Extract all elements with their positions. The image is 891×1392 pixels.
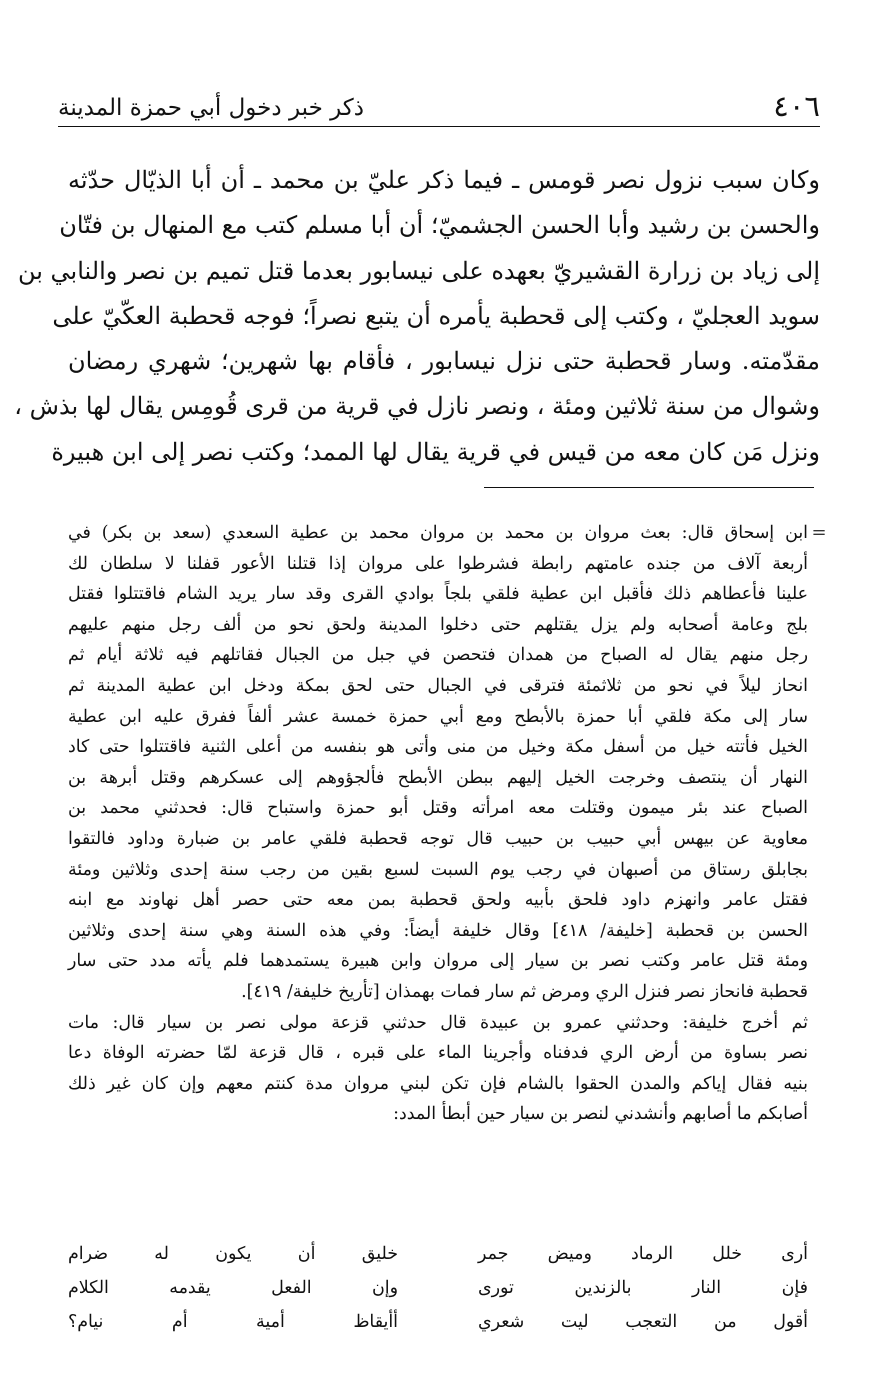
footnote-line: أصابكم ما أصابهم وأنشدني لنصر بن سيار حين أبطأ المدد: (393, 1104, 808, 1125)
verse-first-hemistich: أرى خلل الرماد وميض جمر (478, 1244, 808, 1264)
footnote-separator (484, 487, 814, 488)
verse-second-hemistich: خليق أن يكون له ضرام (68, 1244, 398, 1264)
main-line: ونزل مَن كان معه من قيس في قرية يقال لها الممد؛ وكتب نصر إلى ابن هبيرة (51, 437, 820, 466)
main-line: وكان سبب نزول نصر قومس ـ فيما ذكر عليّ بن محمد ـ أن أبا الذيّال حدّثه (68, 166, 820, 194)
page-number: ٤٠٦ (773, 89, 820, 123)
footnote-line: انحاز ليلاً في نحو من ثلاثمئة فترقى في الجبال حتى لحق بمكة ودخل ابن عطية المدينة ثم (68, 675, 808, 696)
main-text (14, 158, 820, 475)
footnote-line: ابن إسحاق قال: بعث مروان بن محمد بن مروان محمد بن عطية السعدي (سعد بن بكر) في (68, 523, 808, 543)
footnote-line: أربعة آلاف من جنده عامتهم رابطة فشرطوا على مروان إذا قتلنا الأعور قفلنا لا سلطان لك (68, 553, 808, 574)
poem-verse (68, 1306, 808, 1340)
footnote-line: بجابلق رستاق من أصبهان في رجب يوم السبت لسبع بقين من رجب سنة إحدى وثلاثين ومئة (68, 859, 808, 880)
main-line: إلى زياد بن زرارة القشيريّ بعهده على نيسابور بعدما قتل تميم بن نصر والنابي بن (17, 256, 820, 285)
footnote-line: رجل منهم يقال له الصباح من همدان فتحصن في جبل من الجبال فقاتلهم فيه ثلاثة أيام ثم (68, 645, 808, 666)
footnote-line: علينا فأعطاهم ذلك فأقبل ابن عطية فلقي بلجاً بوادي القرى وقد سار يريد الشام فاقتتلوا فقتل (68, 584, 808, 605)
verse-second-hemistich: أأيقاظ أمية أم نيام؟ (68, 1312, 398, 1332)
footnote-line: النهار أن ينتصف وخرجت الخيل إليهم ببطن الأبطح فألجؤوهم إلى عسكرهم وقتل أبرهة بن (68, 767, 808, 788)
poem-verse (68, 1272, 808, 1306)
footnote-line: سار إلى مكة فلقي أبا حمزة بالأبطح ومع أبي حمزة خمسة عشر ألفاً ففرق عليه ابن عطية (68, 706, 808, 727)
verse-second-hemistich: وإن الفعل يقدمه الكلام (68, 1278, 398, 1298)
page-header (58, 86, 820, 127)
footnote-line: معاوية عن بيهس أبي حبيب بن حبيب قال توجه قحطبة فلقي عامر بن ضبارة وداود فالتقوا (68, 828, 808, 849)
poem (68, 1238, 808, 1340)
main-line: سويد العجليّ ، وكتب إلى قحطبة يأمره أن يتبع نصراً؛ فوجه قحطبة العكّيّ على (52, 301, 820, 330)
verse-first-hemistich: فإن النار بالزندين تورى (478, 1278, 808, 1298)
footnote-line: الخيل فأتته خيل من أسفل مكة وخيل من منى وأتى هو بنفسه من أعلى الثنية فاقتتلوا حتى كاد (68, 737, 808, 758)
verse-first-hemistich: أقول من التعجب ليت شعري (478, 1312, 808, 1332)
footnote-line: نصر بساوة من أرض الري فدفناه وأجرينا الماء على قبره ، قال قزعة لمّا حضرته الوفاة دعا (68, 1043, 808, 1064)
footnote-line: ثم أخرج خليفة: وحدثني عمرو بن عبيدة قال حدثني قزعة مولى نصر بن سيار قال: مات (68, 1012, 808, 1033)
poem-verse (68, 1238, 808, 1272)
main-line: والحسن بن رشيد وأبا الحسن الجشميّ؛ أن أبا مسلم كتب مع المنهال بن فتّان (59, 211, 820, 240)
footnote-line: بنيه فقال إياكم والمدن الحقوا بالشام فإن تكن لبني مروان مدة كنتم معهم وإن كان غير ذلك (68, 1073, 808, 1094)
main-line: مقدّمته. وسار قحطبة حتى نزل نيسابور ، فأقام بها شهرين؛ شهري رمضان (68, 347, 820, 376)
main-line: وشوال من سنة ثلاثين ومئة ، ونصر نازل في قرية من قرى قُومِس يقال لها بذش ، (14, 392, 820, 421)
running-title: ذكر خبر دخول أبي حمزة المدينة (58, 95, 364, 121)
footnote-line: قحطبة فانحاز نصر فنزل الري ومرض ثم سار فمات بهمذان [تأريخ خليفة/ ٤١٩]. (241, 981, 808, 1002)
footnote-line: فقتل عامر وانهزم داود فلحق بأبيه ولحق قحطبة بمن معه حتى حصر أهل نهاوند مع ابنه (68, 890, 808, 911)
footnote-line: الصباح عند بئر ميمون وقتلت معه امرأته وقتل أبو حمزة واستباح قال: فحدثني محمد بن (68, 798, 808, 819)
footnote-line: بلج وعامة أصحابه ولم يزل يقتلهم حتى دخلوا المدينة ولحق نحو من ألف رجل منهم عليهم (68, 614, 808, 635)
footnote-text (68, 518, 808, 1130)
footnote-line: ومئة قتل عامر وكتب نصر بن سيار إلى مروان وابن هبيرة يستمدهما فلم يأته مدد حتى سار (68, 951, 808, 972)
footnote-continuation-marker: = (811, 522, 827, 543)
footnote-line: الحسن بن قحطبة [خليفة/ ٤١٨] وقال خليفة أيضاً: وفي هذه السنة وهي سنة إحدى وثلاثين (68, 920, 808, 941)
